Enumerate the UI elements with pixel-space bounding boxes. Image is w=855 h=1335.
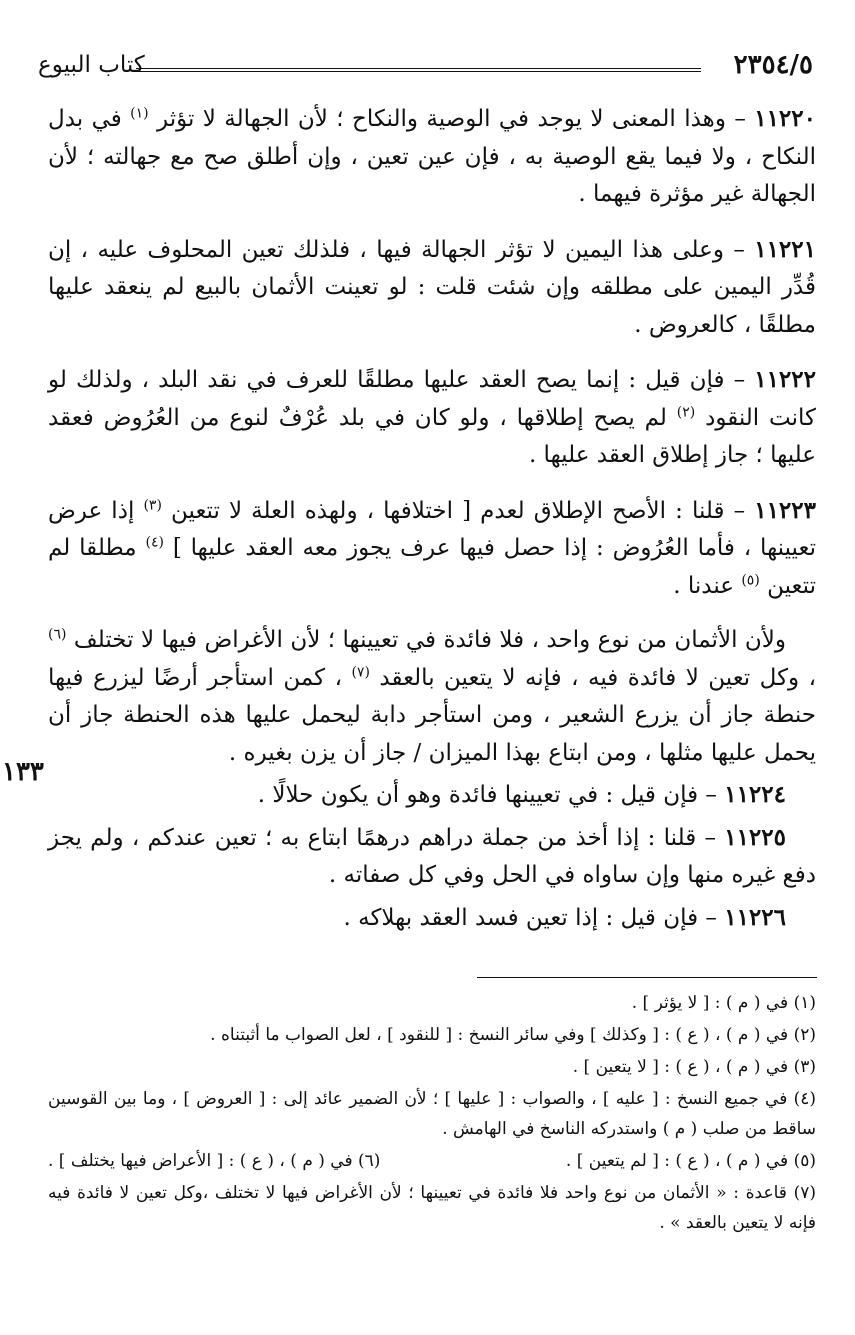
footnote-6: (٦) في ( م ) ، ( ع ) : [ الأعراض فيها يختلف ] . [48,1151,381,1171]
paragraph-number: ١١٢٢٠ [754,105,816,132]
paragraph-text: – فإن قيل : في تعيينها فائدة وهو أن يكون حلالًا . [257,782,725,808]
paragraph-text: – فإن قيل : إذا تعين فسد العقد بهلاكه . [343,904,725,931]
footnote-ref: (٥) [741,571,760,588]
paragraph-number: ١١٢٢٤ [724,781,786,808]
paragraph-number: ١١٢٢٥ [724,823,786,851]
paragraph-text: – قلنا : إذا أخذ من جملة دراهم درهمًا ابتاع به ؛ تعين عندكم ، ولم يجز دفع غيره منها وإن ساواه في الحل وفي كل صفاته . [48,824,816,888]
footnote-ref: (٧) [351,663,370,680]
paragraph-text: مطلقا لم تتعين [48,535,816,599]
paragraph-11224 [48,776,816,815]
paragraph-text: – فإن قيل : إنما يصح العقد عليها مطلقًا للعرف في نقد البلد ، ولذلك لو كانت النقود [48,367,816,431]
paragraph-text: إذا عرض تعيينها ، فأما العُرُوض : إذا حصل فيها عرف يجوز معه العقد عليها ] [48,497,816,561]
footnote-row [48,1146,816,1176]
paragraph-11221 [48,231,816,345]
paragraph-continuation [48,622,816,772]
header-rule [136,68,701,72]
footnote-ref: (١) [130,105,149,122]
footnote-2: (٢) في ( م ) ، ( ع ) : [ وكذلك ] وفي سائر النسخ : [ للنقود ] ، لعل الصواب ما أثبتناه . [210,1025,816,1045]
paragraph-text: لم يصح إطلاقها ، ولو كان في بلد عُرْفٌ لنوع من العُرُوض فعقد عليها ؛ جاز إطلاق العقد عليها . [48,404,816,468]
paragraph-text: ، كمن استأجر أرضًا ليزرع فيها حنطة جاز أن يزرع الشعير ، ومن استأجر دابة ليحمل عليها هذه الحنطة جاز أن يحمل عليها مثلها ، ومن ابتاع بهذا الميزان / جاز أن يزن بغيره . [48,664,816,766]
paragraph-number: ١١٢٢٣ [754,496,816,524]
paragraph-number: ١١٢٢٢ [754,366,816,393]
footnote-7: (٧) قاعدة : « الأثمان من نوع واحد فلا فائدة في تعيينها ؛ لأن الأغراض فيها لا تختلف ،وكل تعين لا فائدة فيه فإنه لا يتعين بالعقد » . [48,1183,816,1233]
paragraph-number: ١١٢٢١ [754,235,816,263]
paragraph-text: – قلنا : الأصح الإطلاق لعدم [ اختلافها ، ولهذه العلة لا تتعين [161,497,755,524]
paragraph-11225 [48,819,816,895]
footnotes [48,988,816,1240]
footnote-4: (٤) في جميع النسخ : [ عليه ] ، والصواب : [ عليها ] ؛ لأن الضمير عائد إلى : [ العروض ] ، وما بين القوسين ساقط من صلب ( م ) واستدركه الناسخ في الهامش . [48,1089,816,1139]
paragraph-11222 [48,361,816,475]
running-title: كتاب البيوع [38,52,145,78]
paragraph-11223 [48,492,816,606]
paragraph-text: – وعلى هذا اليمين لا تؤثر الجهالة فيها ، فلذلك تعين المحلوف عليه ، إن قُدِّر اليمين على مطلقه وإن شئت قلت : لو تعينت الأثمان بالبيع لم ينعقد عليها مطلقًا ، كالعروض . [48,236,816,338]
footnote-3: (٣) في ( م ) ، ( ع ) : [ لا يتعين ] . [572,1057,816,1077]
paragraph-text: – وهذا المعنى لا يوجد في الوصية والنكاح ؛ لأن الجهالة لا تؤثر [148,106,755,132]
footnote-ref: (٣) [143,496,162,513]
paragraph-11226 [48,899,816,938]
margin-page-number: ١٣٣ [2,757,44,787]
footnote-1: (١) في ( م ) : [ لا يؤثر ] . [631,993,816,1013]
paragraph-text: ، وكل تعين لا فائدة فيه ، فإنه لا يتعين بالعقد [369,664,816,691]
paragraph-11220 [48,100,816,214]
main-text [48,100,816,954]
footnote-ref: (٢) [676,403,696,420]
paragraph-text: عندنا . [673,572,742,599]
footnote-ref: (٤) [145,534,164,551]
paragraph-number: ١١٢٢٦ [724,903,786,931]
page-number: ٢٣٥٤/٥ [733,50,813,80]
footnote-5: (٥) في ( م ) ، ( ع ) : [ لم يتعين ] . [565,1151,816,1171]
footnote-separator [477,977,817,978]
page-header [38,50,813,90]
paragraph-text: ولأن الأثمان من نوع واحد ، فلا فائدة في تعيينها ؛ لأن الأغراض فيها لا تختلف [66,627,786,653]
footnote-ref: (٦) [48,626,67,643]
paragraph-text: في بدل النكاح ، ولا فيما يقع الوصية به ، فإن عين تعين ، وإن أطلق صح مع جهالته ؛ لأن الجهالة غير مؤثرة فيهما . [48,106,816,207]
